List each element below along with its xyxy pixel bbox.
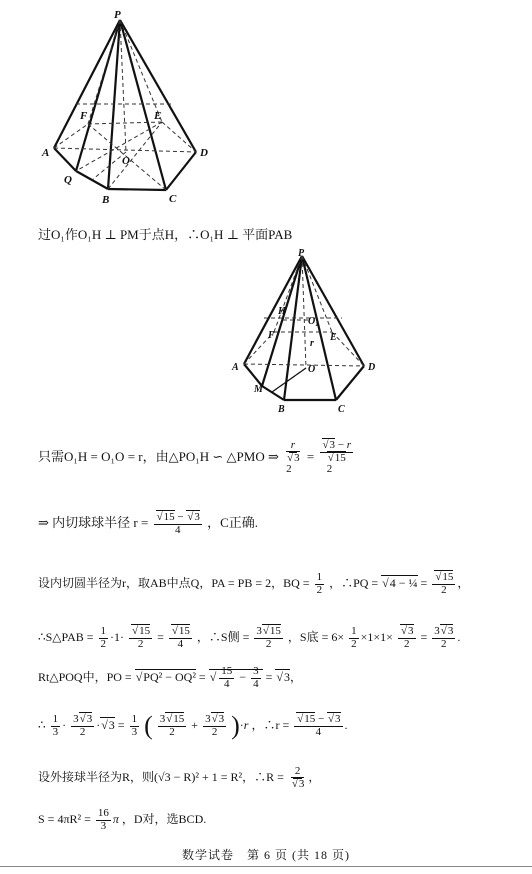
label-D: D bbox=[200, 147, 208, 159]
label-P: P bbox=[298, 248, 305, 259]
label-F: F bbox=[80, 110, 88, 122]
label-O: O bbox=[122, 155, 130, 167]
statement-line-7: ∴ $\frac{1}{3}$ · $\frac{3√ 3}{2}$ ·√ 3 = $\frac{1}{3}$ ( $\frac{3√ 15}{2}$ + $\frac{3√ 3}{2}$ )·r ，∴r = √ $\frac{15 - √ 3}{4}$ . bbox=[38, 712, 348, 741]
pyramid-figure-2 bbox=[228, 248, 388, 418]
label-D: D bbox=[368, 362, 376, 373]
label-E: E bbox=[330, 332, 337, 343]
label-O: O bbox=[308, 364, 316, 375]
pyramid-figure-1 bbox=[30, 6, 230, 206]
label-A: A bbox=[42, 147, 50, 159]
bottom-rule bbox=[0, 866, 532, 867]
page-footer: 数学试卷 第 6 页 (共 18 页) bbox=[182, 848, 350, 862]
label-H: H bbox=[278, 306, 286, 317]
label-E: E bbox=[154, 110, 162, 122]
label-M: M bbox=[254, 384, 263, 395]
label-P: P bbox=[114, 9, 121, 21]
label-B: B bbox=[278, 404, 285, 415]
statement-line-2: 只需O₁H = O₁O = r，由△PO₁H ∽ △PMO ⇒ r √ 3 2 = √ 3 − r √ 15 2 bbox=[38, 440, 355, 476]
label-C: C bbox=[169, 193, 177, 205]
statement-line-8: 设外接球半径为R，则(√3 − R)² + 1 = R²，∴R = 2 √ 3 ， bbox=[38, 766, 320, 790]
label-r: r bbox=[310, 338, 314, 349]
statement-line-1: 过O₁作O₁H ⊥ PM于点H，∴O₁H ⊥ 平面PAB bbox=[38, 227, 293, 242]
statement-line-3: ⇒ 内切球球半径 r = √ $\frac{15 - √ 3}{4}$ ，C正确. bbox=[38, 512, 258, 536]
statement-line-6: Rt△POQ中，PO = √ PQ² − OQ² = √ $\frac{15}{4}$ − $\frac{3}{4}$ = √ 3， bbox=[38, 666, 302, 690]
label-A: A bbox=[232, 362, 239, 373]
label-Q: Q bbox=[64, 174, 72, 186]
label-B: B bbox=[102, 194, 110, 206]
statement-line-9: S = 4πR² = $\frac{16}{3}$ π ，D对，选BCD. bbox=[38, 807, 207, 832]
statement-line-5: ∴S△PAB = $\frac{1}{2}$ ·1· √ $\frac{15}{2}$ = √ $\frac{15}{4}$ ，∴S侧 = $\frac{3√ 15}{2}$ ，S底 = 6× $\frac{1}{2}$ ×1×1× √ $\frac{3}{2}$ = $\frac{3√ 3}{2}$ . bbox=[38, 626, 460, 650]
label-F: F bbox=[268, 330, 275, 341]
statement-line-4: 设内切圆半径为r，取AB中点Q，PA = PB = 2，BQ = $\frac{1}{2}$ ，∴PQ = √ 4 − ¼ = √ $\frac{15}{2}$ ， bbox=[38, 572, 469, 596]
label-O1: O₁ bbox=[308, 316, 319, 327]
label-C: C bbox=[338, 404, 345, 415]
